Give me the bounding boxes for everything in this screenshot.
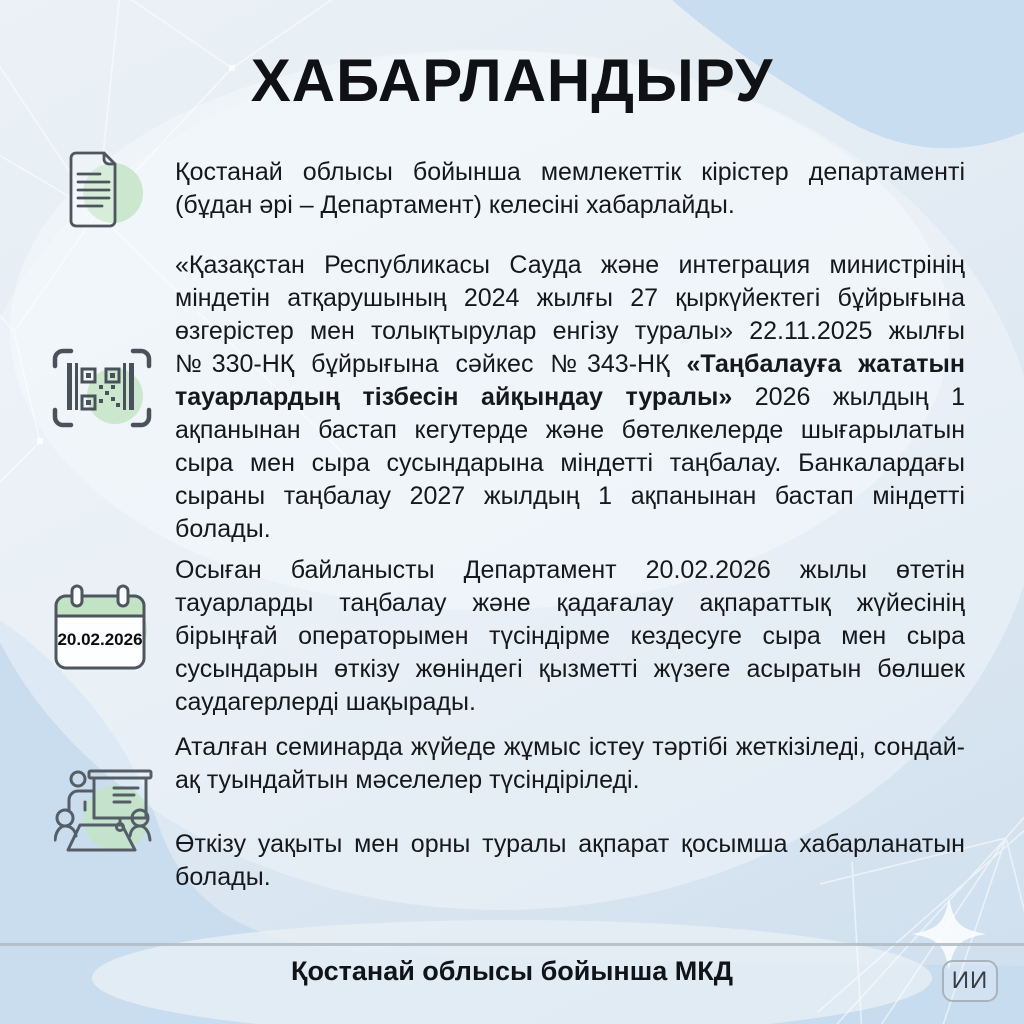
schedule-paragraph: Өткізу уақыты мен орны туралы ақпарат қосымша хабарланатын болады.	[175, 830, 965, 891]
seminar-icon	[54, 764, 156, 858]
footer-organization: Қостанай облысы бойынша МКД	[291, 956, 733, 986]
footer-divider	[0, 943, 1024, 946]
intro-paragraph: Қостанай облысы бойынша мемлекеттік кірістер департаменті (бұдан әрі – Департамент) келесіні хабарлайды.	[175, 158, 965, 219]
order-paragraph	[175, 249, 965, 546]
document-icon	[68, 150, 146, 230]
calendar-date-label: 20.02.2026	[57, 630, 143, 649]
ai-badge: ИИ	[942, 960, 998, 1002]
order-text-after: 2026 жылдың 1 ақпанынан бастап кегутерде және бөтелкелерде шығарылатын сыра мен сыра сусындарына міндетті таңбалау. Банкалардағы сыраны таңбалау 2027 жылдың 1 ақпанынан бастап міндетті болады.	[175, 383, 965, 543]
calendar-icon	[52, 582, 150, 672]
seminar-paragraph: Аталған семинарда жүйеде жұмыс істеу тәртібі жеткізіледі, сондай-ақ туындайтын мәселелер түсіндіріледі.	[175, 733, 965, 794]
order-text-before: «Қазақстан Республикасы Сауда және интеграция министрінің міндетін атқарушының 2024 жылғы 27 қыркүйектегі бұйрығына өзгерістер мен толықтырулар енгізу туралы» 22.11.2025 жылғы №330-НҚ бұйрығына сәйкес №343-НҚ	[175, 251, 965, 378]
page-title: ХАБАРЛАНДЫРУ	[250, 47, 774, 114]
qr-scan-icon	[52, 348, 152, 432]
meeting-paragraph: Осыған байланысты Департамент 20.02.2026 жылы өтетін тауарларды таңбалау және қадағалау ақпараттық жүйесінің бірыңғай операторымен түсіндірме кездесуге сыра мен сыра сусындарын өткізу жөніндегі қызметті жүзеге асыратын бөлшек саудагерлерді шақырады.	[175, 556, 965, 716]
order-title-bold: «Таңбалауға жататын тауарлардың тізбесін айқындау туралы»	[175, 350, 965, 411]
mesh-node-dot	[37, 438, 43, 444]
